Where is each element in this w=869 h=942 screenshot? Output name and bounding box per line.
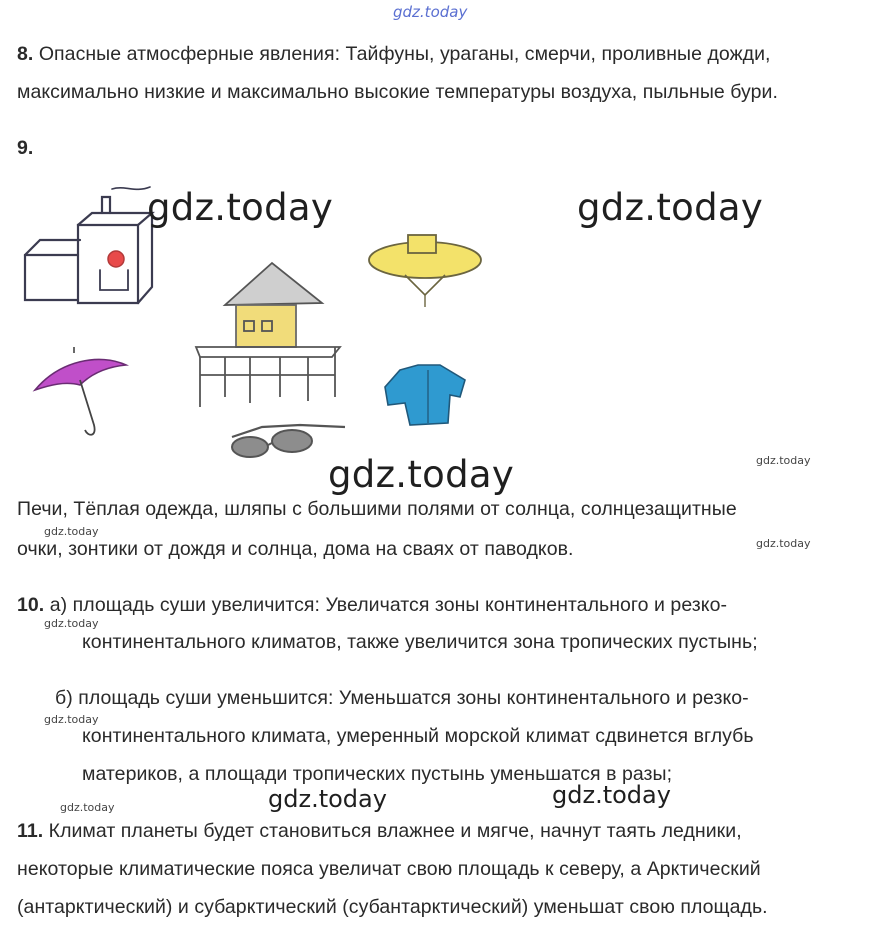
umbrella-icon (35, 347, 126, 435)
task10-a-line1 (17, 593, 727, 617)
stilt-house-icon (196, 263, 340, 407)
task11-line1 (17, 819, 742, 843)
watermark-drawing-2: gdz.today (577, 186, 764, 229)
task9-line2: очки, зонтики от дождя и солнца, дома на сваях от паводков. (17, 538, 574, 560)
watermark-top: gdz.today (393, 3, 468, 21)
watermark-mid-2: gdz.today (552, 781, 671, 809)
task11-line3: (антарктический) и субарктический (субантарктический) уменьшат свою площадь. (17, 896, 768, 918)
task9-number: 9. (17, 137, 34, 159)
task10-number: 10. (17, 594, 45, 616)
task8-number: 8. (17, 43, 34, 65)
watermark-drawing-3: gdz.today (328, 453, 515, 496)
task8-line2: максимально низкие и максимально высокие температуры воздуха, пыльные бури. (17, 81, 778, 103)
watermark-small-3: gdz.today (756, 537, 811, 550)
watermark-small-6: gdz.today (60, 801, 115, 814)
watermark-mid-1: gdz.today (268, 785, 387, 813)
task10-b-line2: континентального климата, умеренный морской климат сдвинется вглубь (82, 725, 754, 747)
task11-text-line1: Климат планеты будет становиться влажнее и мягче, начнут таять ледники, (43, 820, 742, 842)
task11-line2: некоторые климатические пояса увеличат свою площадь к северу, а Арктический (17, 858, 761, 880)
furnace-icon (25, 187, 152, 303)
task11-number: 11. (17, 820, 44, 842)
task10-b-line3: материков, а площади тропических пустынь уменьшатся в разы; (82, 763, 673, 785)
task9-line1: Печи, Тёплая одежда, шляпы с большими полями от солнца, солнцезащитные (17, 498, 737, 520)
furnace-fire-icon (108, 251, 124, 267)
watermark-small-5: gdz.today (44, 713, 99, 726)
task10-a-text-line1: а) площадь суши увеличится: Увеличатся зоны континентального и резко- (44, 594, 728, 616)
task10-a-line2: континентального климатов, также увеличится зона тропических пустынь; (82, 631, 758, 653)
watermark-small-2: gdz.today (44, 525, 99, 538)
watermark-small-1: gdz.today (756, 454, 811, 467)
watermark-drawing-1: gdz.today (147, 186, 334, 229)
jacket-icon (385, 365, 465, 425)
watermark-small-4: gdz.today (44, 617, 99, 630)
task8-line1 (17, 42, 771, 66)
task10-b-line1: б) площадь суши уменьшится: Уменьшатся зоны континентального и резко- (55, 687, 749, 709)
straw-hat-icon (369, 235, 481, 307)
task8-text-line1: Опасные атмосферные явления: Тайфуны, ураганы, смерчи, проливные дожди, (33, 43, 771, 65)
